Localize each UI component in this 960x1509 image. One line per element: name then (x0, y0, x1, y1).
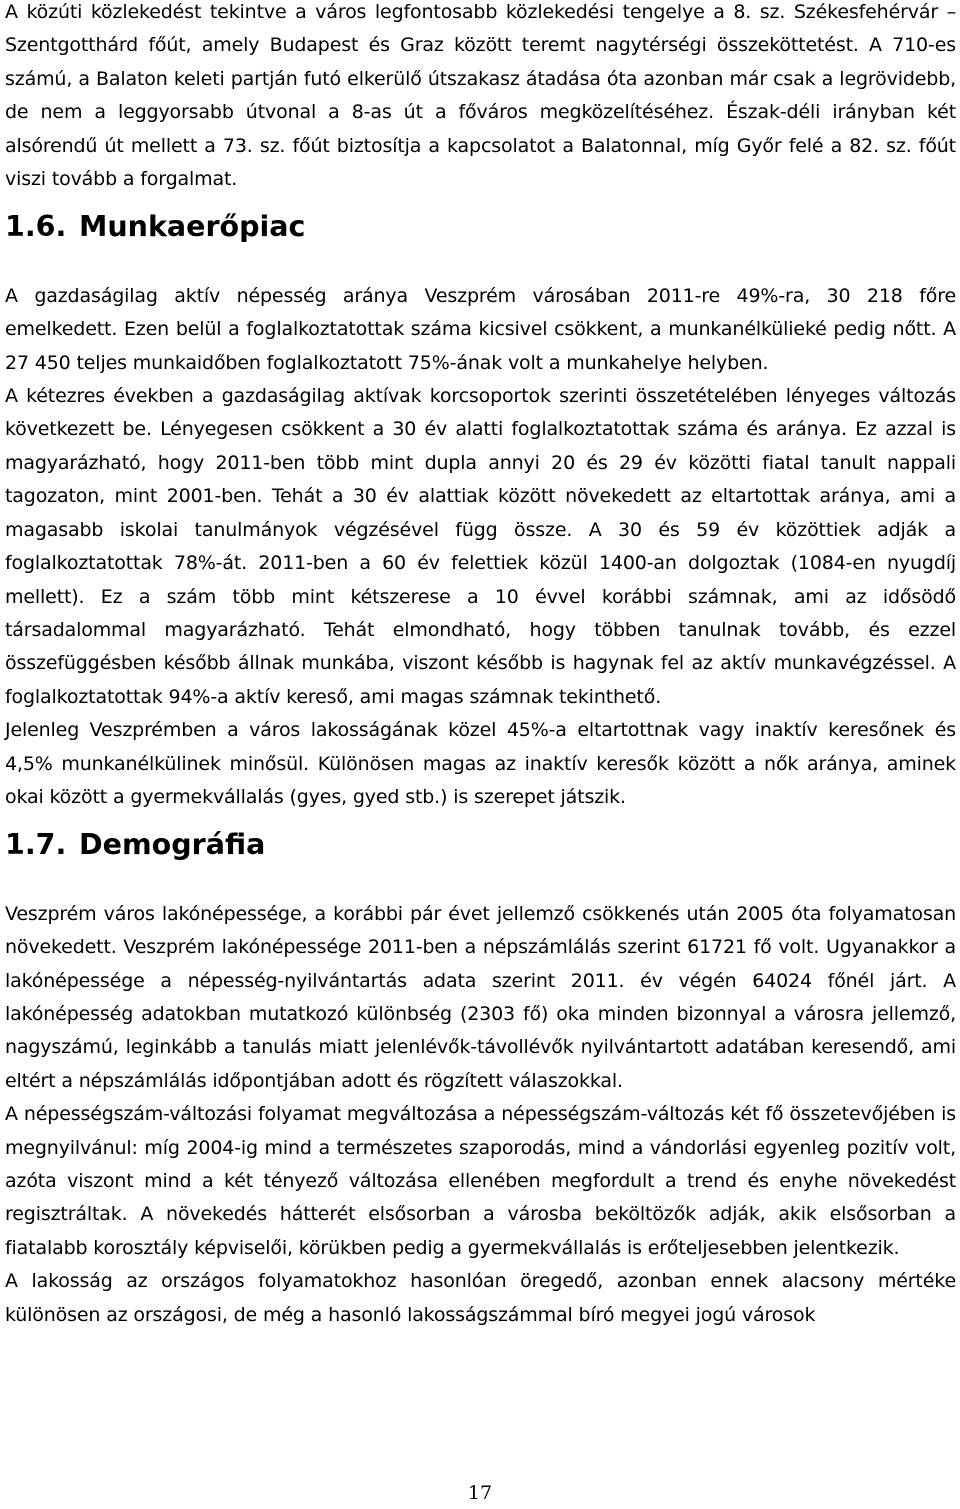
labor-paragraph: Jelenleg Veszprémben a város lakosságának közel 45%-a eltartottnak vagy inaktív keresőnek és 4,5% munkanélkülinek minősül. Különösen magas az inaktív keresők között a nők aránya, aminek okai között a gyermekvállalás (gyes, gyed stb.) is szerepet játszik. (5, 719, 956, 808)
intro-paragraph: A közúti közlekedést tekintve a város legfontosabb közlekedési tengelye a 8. sz. Székesfehérvár – Szentgotthárd főút, amely Budapest és Graz között teremt nagytérségi összeköttetést. A 710-es számú, a Balaton keleti partján futó elkerülő útszakasz átadása óta azonban már csak a legrövidebb, de nem a leggyorsabb útvonal a 8-as út a főváros megközelítéséhez. Észak-déli irányban két alsórendű út mellett a 73. sz. főút biztosítja a kapcsolatot a Balatonnal, míg Győr felé a 82. sz. főút viszi tovább a forgalmat. (5, 1, 956, 191)
demography-paragraph: A népességszám-változási folyamat megváltozása a népességszám-változás két fő összetevőjében is megnyilvánul: míg 2004-ig mind a természetes szaporodás, mind a vándorlási egyenleg pozitív volt, azóta viszont mind a két tényező változása ellenében megfordult a trend és enyhe növekedést regisztráltak. A növekedés hátterét elsősorban a városba beköltözők adják, akik elsősorban a fiatalabb korosztály képviselői, körükben pedig a gyermekvállalás is erőteljesebben jelentkezik. (5, 1103, 956, 1259)
page-number: 17 (467, 1482, 493, 1504)
section-heading-demography (5, 828, 956, 861)
spacer (5, 814, 956, 828)
section-title: Munkaerőpiac (79, 210, 306, 244)
labor-paragraph: A kétezres években a gazdaságilag aktívak korcsoportok szerinti összetételében lényeges változás következett be. Lényegesen csökkent a 30 év alatti foglalkoztatottak száma és aránya. Ez azzal is magyarázható, hogy 2011-ben több mint dupla annyi 20 és 29 év közötti fiatal tanult nappali tagozaton, mint 2001-ben. Tehát a 30 év alattiak között növekedett az eltartottak aránya, ami a magasabb iskolai tanulmányok végzésével függ össze. A 30 és 59 év közöttiek adják a foglalkoztatottak 78%-át. 2011-ben a 60 év felettiek közül 1400-an dolgoztak (1084-en nyugdíj mellett). Ez a szám több mint kétszerese a 10 évvel korábbi számnak, ami az idősödő társadalommal magyarázható. Tehát elmondható, hogy többen tanulnak tovább, és ezzel összefüggésben később állnak munkába, viszont később is hagynak fel az aktív munkavégzéssel. A foglalkoztatottak 94%-a aktív kereső, ami magas számnak tekinthető. (5, 385, 956, 708)
demography-paragraph: Veszprém város lakónépessége, a korábbi pár évet jellemző csökkenés után 2005 óta folyamatosan növekedett. Veszprém lakónépessége 2011-ben a népszámlálás szerint 61721 fő volt. Ugyanakkor a lakónépessége a népesség-nyilvántartás adata szerint 2011. év végén 64024 főnél járt. A lakónépesség adatokban mutatkozó különbség (2303 fő) oka minden bizonnyal a városra jellemző, nagyszámú, leginkább a tanulás miatt jelenlévők-távollévők nyilvántartott adatában keresendő, ami eltért a népszámlálás időpontjában adott és rögzített válaszokkal. (5, 902, 956, 1092)
section-heading-labor (5, 210, 956, 243)
labor-paragraph: A gazdaságilag aktív népesség aránya Veszprém városában 2011-re 49%-ra, 30 218 főre emelkedett. Ezen belül a foglalkoztatottak száma kicsivel csökkent, a munkanélkülieké pedig nőtt. A 27 450 teljes munkaidőben foglalkoztatott 75%-ának volt a munkahelye helyben. (5, 284, 956, 374)
section-title: Demográfia (79, 828, 266, 862)
section-number: 1.6. (5, 210, 67, 244)
spacer (5, 196, 956, 210)
spacer (5, 862, 956, 898)
section-number: 1.7. (5, 828, 67, 862)
document-page (5, 0, 956, 1332)
demography-paragraph: A lakosság az országos folyamatokhoz hasonlóan öregedő, azonban ennek alacsony mértéke különösen az országosi, de még a hasonló lakosságszámmal bíró megyei jogú városok (5, 1270, 956, 1326)
spacer (5, 244, 956, 280)
